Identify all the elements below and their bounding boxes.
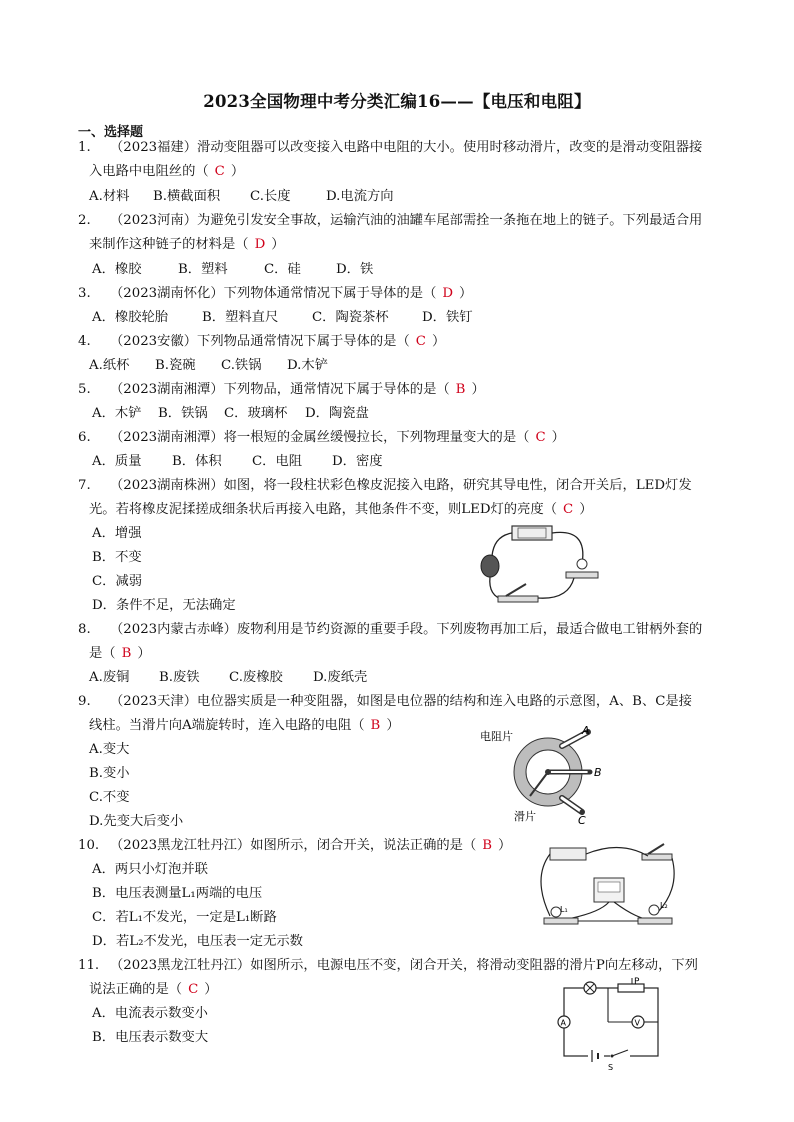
question-7-option-d: D．条件不足，无法确定	[92, 598, 236, 613]
question-9-option-b: B.变小	[89, 766, 130, 781]
question-1-line-1: 1. （2023福建）滑动变阻器可以改变接入电路中电阻的大小。使用时移动滑片，改变的是滑动变阻器接	[78, 140, 703, 155]
question-2-options: A．橡胶 B．塑料 C．硅 D．铁	[92, 262, 374, 277]
question-1-line-2: 入电路中电阻丝的（ C ）	[89, 164, 245, 179]
question-8-line-1: 8. （2023内蒙古赤峰）废物利用是节约资源的重要手段。下列废物再加工后，最适合做电工钳柄外套的	[78, 622, 703, 637]
question-8-line-2: 是（ B ）	[89, 646, 151, 661]
voltmeter-label: V	[634, 1018, 640, 1028]
question-6-line-1: 6. （2023湖南湘潭）将一根短的金属丝缓慢拉长，下列物理量变大的是（ C ）	[78, 430, 565, 445]
terminal-b-label: B	[594, 766, 602, 779]
question-11-option-a: A．电流表示数变小	[92, 1006, 208, 1021]
answer-8: B	[121, 646, 132, 661]
answer-1: C	[214, 164, 225, 179]
question-10-option-d: D．若L₂不发光，电压表一定无示数	[92, 934, 303, 949]
question-3-options: A．橡胶轮胎 B．塑料直尺 C．陶瓷茶杯 D．铁钉	[92, 310, 473, 325]
answer-9: B	[370, 718, 381, 733]
led-circuit-figure	[478, 518, 608, 618]
question-11-line-2: 说法正确的是（ C ）	[89, 982, 218, 997]
question-10-option-b: B．电压表测量L₁两端的电压	[92, 886, 263, 901]
question-7-option-a: A．增强	[92, 526, 142, 541]
question-5-options: A．木铲 B．铁锅 C．玻璃杯 D．陶瓷盘	[92, 406, 369, 421]
section-heading: 一、选择题	[78, 125, 144, 140]
question-10-option-c: C．若L₁不发光，一定是L₁断路	[92, 910, 277, 925]
terminal-c-label: C	[578, 814, 586, 826]
answer-7: C	[563, 502, 574, 517]
question-8-options: A.废铜 B.废铁 C.废橡胶 D.废纸壳	[89, 670, 368, 685]
series-lamps-circuit-figure	[530, 838, 680, 938]
page-title: 2023全国物理中考分类汇编16——【电压和电阻】	[203, 92, 591, 111]
slider-p-label: P	[634, 977, 640, 987]
question-9-line-1: 9. （2023天津）电位器实质是一种变阻器，如图是电位器的结构和连入电路的示意图，A、B、C是接	[78, 694, 692, 709]
question-2-line-1: 2. （2023河南）为避免引发安全事故，运输汽油的油罐车尾部需拴一条拖在地上的链子。下列最适合用	[78, 213, 703, 228]
label-resistor-strip: 电阻片	[480, 730, 513, 743]
question-4-options: A.纸杯 B.瓷碗 C.铁锅 D.木铲	[89, 358, 329, 373]
answer-3: D	[442, 286, 454, 301]
question-10-line-1: 10. （2023黑龙江牡丹江）如图所示，闭合开关，说法正确的是（ B ）	[78, 838, 512, 853]
question-3-line-1: 3. （2023湖南怀化）下列物体通常情况下属于导体的是（ D ）	[78, 286, 473, 301]
rheostat-circuit-figure	[552, 976, 664, 1072]
question-10-option-a: A．两只小灯泡并联	[92, 862, 208, 877]
question-9-option-c: C.不变	[89, 790, 130, 805]
label-slider: 滑片	[514, 810, 536, 823]
answer-11: C	[188, 982, 199, 997]
potentiometer-figure	[478, 720, 608, 826]
question-1-options: A.材料 B.横截面积 C.长度 D.电流方向	[89, 189, 394, 204]
question-11-option-b: B．电压表示数变大	[92, 1030, 209, 1045]
question-4-line-1: 4. （2023安徽）下列物品通常情况下属于导体的是（ C ）	[78, 334, 446, 349]
switch-s-label: S	[608, 1063, 614, 1072]
question-7-line-2: 光。若将橡皮泥揉搓成细条状后再接入电路，其他条件不变，则LED灯的亮度（ C ）	[89, 502, 593, 517]
question-2-line-2: 来制作这种链子的材料是（ D ）	[89, 237, 285, 252]
answer-4: C	[415, 334, 426, 349]
terminal-a-label: A	[582, 724, 590, 737]
question-7-line-1: 7. （2023湖南株洲）如图，将一段柱状彩色橡皮泥接入电路，研究其导电性，闭合开关后，LED灯发	[78, 478, 692, 493]
lamp-l2-label: L₂	[660, 901, 668, 910]
question-9-option-a: A.变大	[89, 742, 130, 757]
answer-10: B	[482, 838, 493, 853]
question-11-line-1: 11. （2023黑龙江牡丹江）如图所示，电源电压不变，闭合开关，将滑动变阻器的滑片P向左移动，下列	[78, 958, 698, 973]
question-9-option-d: D.先变大后变小	[89, 814, 184, 829]
answer-5: B	[455, 382, 466, 397]
answer-2: D	[254, 237, 266, 252]
question-7-option-c: C．减弱	[92, 574, 143, 589]
question-7-option-b: B．不变	[92, 550, 142, 565]
ammeter-label: A	[560, 1018, 566, 1028]
question-9-line-2: 线柱。当滑片向A端旋转时，连入电路的电阻（ B ）	[89, 718, 400, 733]
answer-6: C	[535, 430, 546, 445]
question-6-options: A．质量 B．体积 C．电阻 D．密度	[92, 454, 383, 469]
lamp-l1-label: L₁	[560, 905, 568, 914]
question-5-line-1: 5. （2023湖南湘潭）下列物品，通常情况下属于导体的是（ B ）	[78, 382, 485, 397]
